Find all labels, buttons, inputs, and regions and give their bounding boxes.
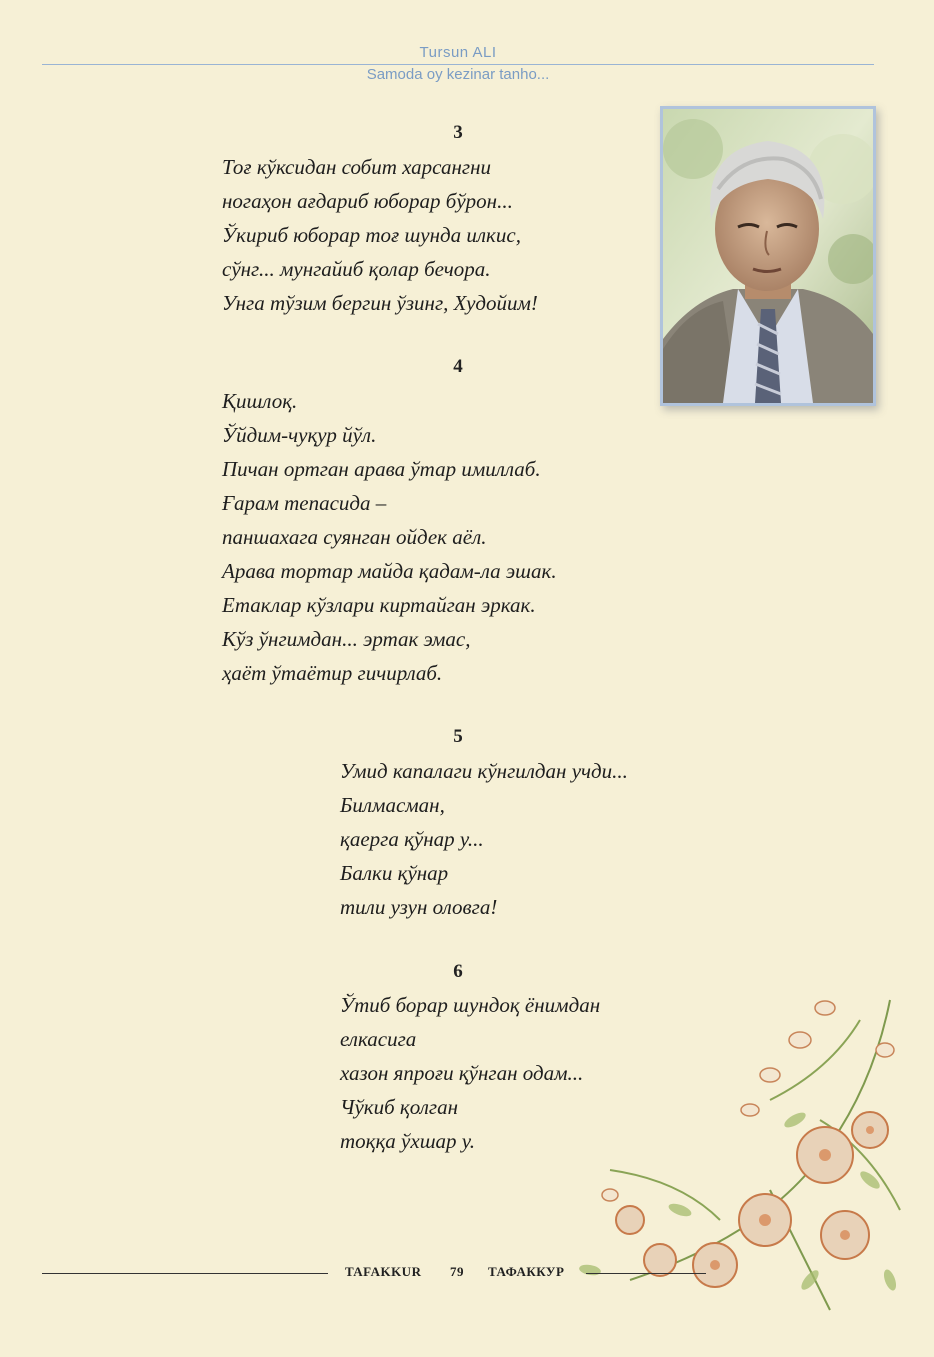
poem-line: Ғарам тепасида – <box>222 491 387 515</box>
poem-line: Арава тортар майда қадам-ла эшак. <box>222 559 557 583</box>
poem-line: Билмасман, <box>340 793 445 817</box>
header-divider <box>42 64 874 65</box>
running-header-author: Tursun ALI <box>419 44 497 61</box>
poem-line: Қишлоқ. <box>222 389 298 413</box>
section-number-4: 4 <box>453 356 463 377</box>
floral-ornament-icon <box>570 980 910 1320</box>
poem-line: қаерга қўнар у... <box>340 827 484 851</box>
poem-line: Кўз ўнгимдан... эртак эмас, <box>222 627 471 651</box>
poem-line: паншахага суянган ойдек аёл. <box>222 525 487 549</box>
poem-line: ногаҳон ағдариб юборар бўрон... <box>222 189 513 213</box>
page-number: 79 <box>450 1264 464 1279</box>
section-number-5: 5 <box>453 726 463 747</box>
poem-line: тоққа ўхшар у. <box>340 1129 476 1153</box>
stanza-6 <box>340 988 600 1158</box>
poem-line: хазон япроғи қўнган одам... <box>340 1061 584 1085</box>
stanza-5 <box>340 754 628 924</box>
poem-line: Ўтиб борар шундоқ ёнимдан <box>340 993 601 1017</box>
poem-line: Етаклар кўзлари киртайган эркак. <box>222 593 536 617</box>
poem-line: тили узун оловга! <box>340 895 498 919</box>
stanza-3 <box>222 150 538 320</box>
section-number-3: 3 <box>453 122 463 143</box>
poem-line: Ўкириб юборар тоғ шунда илкис, <box>222 223 521 247</box>
footer-label-latin: TAFAKKUR <box>345 1264 422 1279</box>
stanza-4 <box>222 384 557 690</box>
poem-line: Умид капалаги кўнгилдан учди... <box>340 759 628 783</box>
poem-line: сўнг... мунгайиб қолар бечора. <box>222 257 491 281</box>
running-header-subtitle: Samoda oy kezinar tanho... <box>366 66 550 83</box>
poem-line: Чўкиб қолган <box>340 1095 458 1119</box>
poem-line: ҳаёт ўтаётир гичирлаб. <box>222 661 443 685</box>
poem-line: Тоғ кўксидан собит харсангни <box>222 155 491 179</box>
poem-line: Пичан ортган арава ўтар имиллаб. <box>222 457 541 481</box>
poem-line: Ўйдим-чуқур йўл. <box>222 423 377 447</box>
poem-line: Унга тўзим бергин ўзинг, Худойим! <box>222 291 538 315</box>
section-number-6: 6 <box>453 961 463 982</box>
footer-divider-left <box>42 1273 328 1274</box>
footer-divider-right <box>586 1273 706 1274</box>
footer-label-cyrillic: ТАФАККУР <box>488 1264 565 1279</box>
poem-line: Балки қўнар <box>340 861 449 885</box>
poem-line: елкасига <box>340 1027 417 1051</box>
